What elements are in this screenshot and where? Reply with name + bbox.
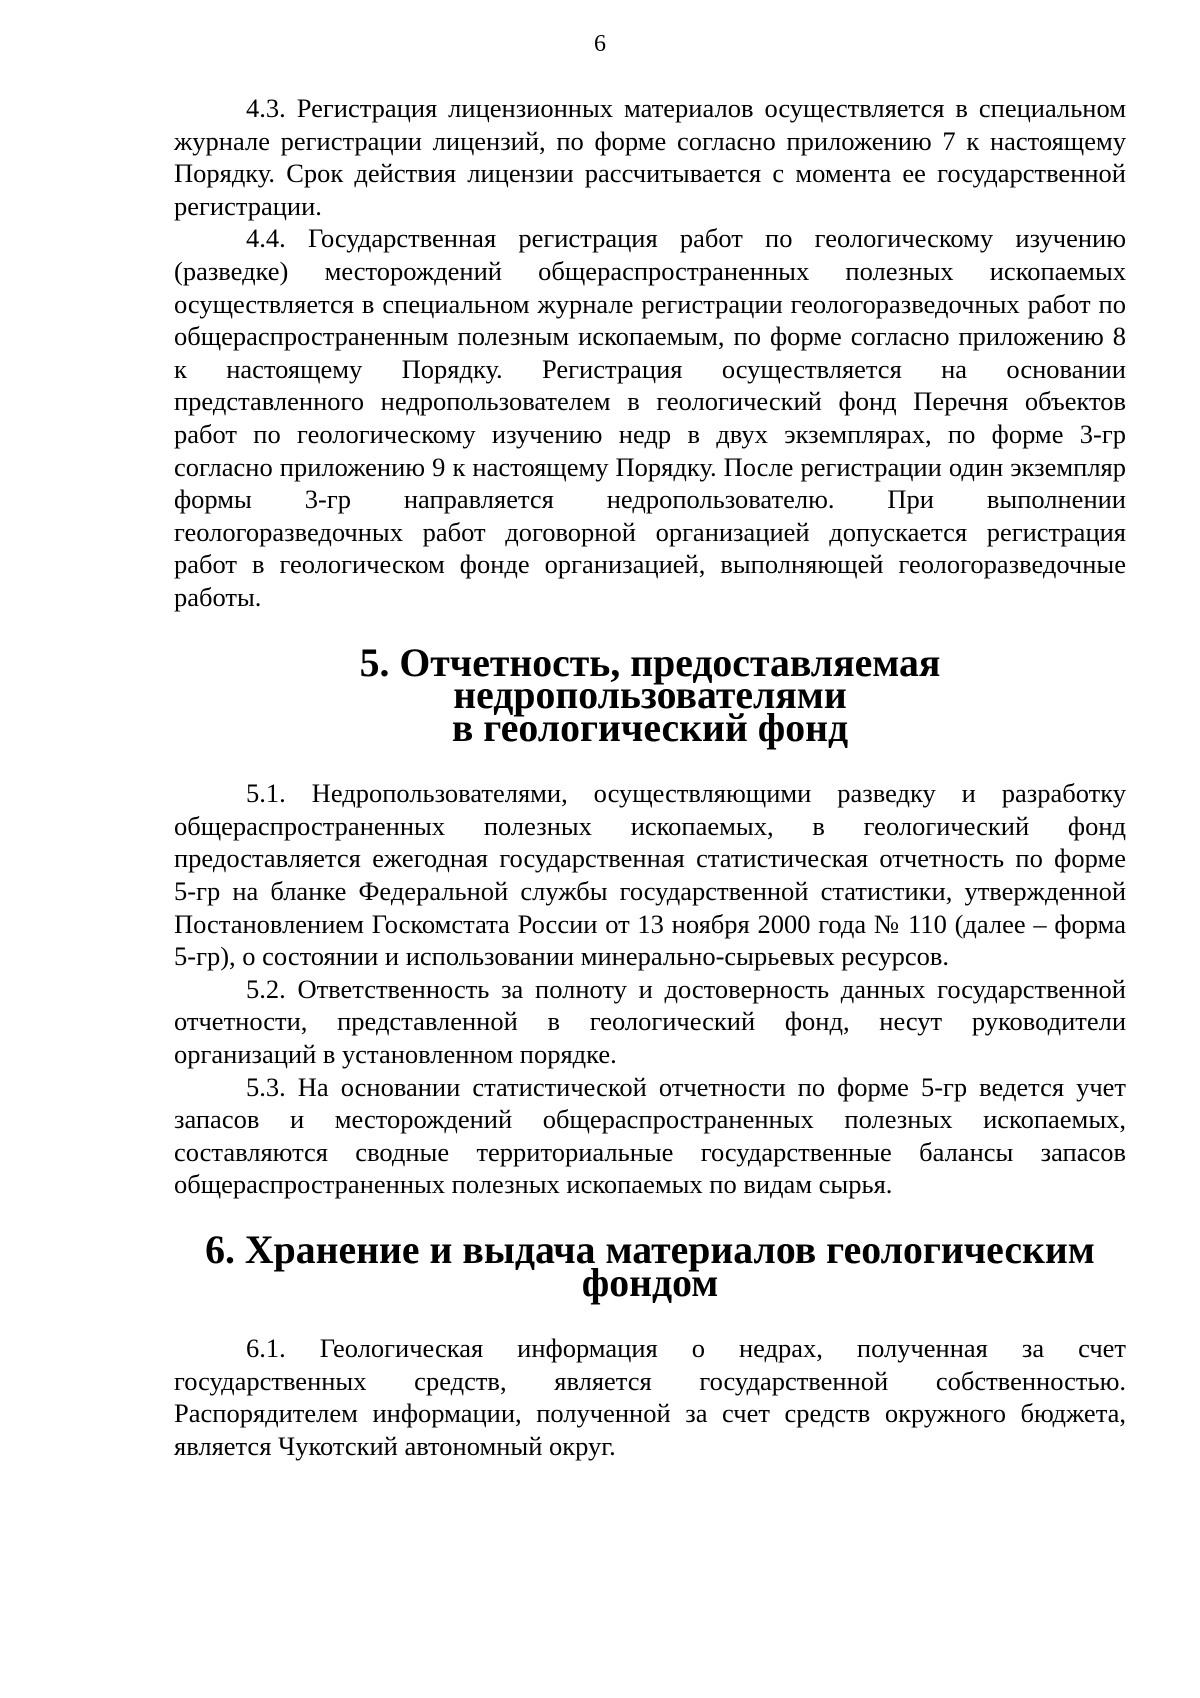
paragraph-5-3: 5.3. На основании статистической отчетности по форме 5-гр ведется учет запасов и месторождений общераспространенных полезных ископаемых, составляются сводные территориальные государственные балансы запасов общераспространенных полезных ископаемых по видам сырья. — [174, 1071, 1126, 1200]
section-6-heading-line-1: 6. Хранение и выдача материалов геологическим фондом — [205, 1228, 1095, 1305]
paragraph-4-3: 4.3. Регистрация лицензионных материалов осуществляется в специальном журнале регистрации лицензий, по форме согласно приложению 7 к настоящему Порядку. Срок действия лицензии рассчитывается с момента ее государственной регистрации. — [174, 93, 1126, 221]
page-number: 6 — [594, 31, 606, 57]
paragraph-5-1: 5.1. Недропользователями, осуществляющими разведку и разработку общераспространенных полезных ископаемых, в геологический фонд предоставляется ежегодная государственная статистическая отчетность по форме 5-гр на бланке Федеральной службы государственной статистики, утвержденной Постановлением Госкомстата России от 13 ноября 2000 года № 110 (далее – форма 5-гр), о состоянии и использовании минерально-сырьевых ресурсов. — [174, 778, 1126, 972]
section-6-heading — [174, 1228, 1126, 1305]
section-5-heading-line-1: 5. Отчетность, предоставляемая недропользователями — [359, 640, 941, 718]
section-5-heading — [174, 640, 1126, 750]
paragraph-6-1: 6.1. Геологическая информация о недрах, полученная за счет государственных средств, является государственной собственностью. Распорядителем информации, полученной за счет средств окружного бюджета, является Чукотский автономный округ. — [174, 1333, 1126, 1461]
paragraph-5-2: 5.2. Ответственность за полноту и достоверность данных государственной отчетности, представленной в геологический фонд, несут руководители организаций в установленном порядке. — [174, 973, 1126, 1070]
section-5-heading-line-2: в геологический фонд — [451, 705, 849, 750]
document-body — [174, 92, 1126, 1463]
paragraph-4-4: 4.4. Государственная регистрация работ по геологическому изучению (разведке) месторождений общераспространенных полезных ископаемых осуществляется в специальном журнале регистрации геологоразведочных работ по общераспространенным полезным ископаемым, по форме согласно приложению 8 к настоящему Порядку. Регистрация осуществляется на основании представленного недропользователем в геологический фонд Перечня объектов работ по геологическому изучению недр в двух экземплярах, по форме 3-гр согласно приложению 9 к настоящему Порядку. После регистрации один экземпляр формы 3-гр направляется недропользователю. При выполнении геологоразведочных работ договорной организацией допускается регистрация работ в геологическом фонде организацией, выполняющей геологоразведочные работы. — [174, 223, 1126, 612]
